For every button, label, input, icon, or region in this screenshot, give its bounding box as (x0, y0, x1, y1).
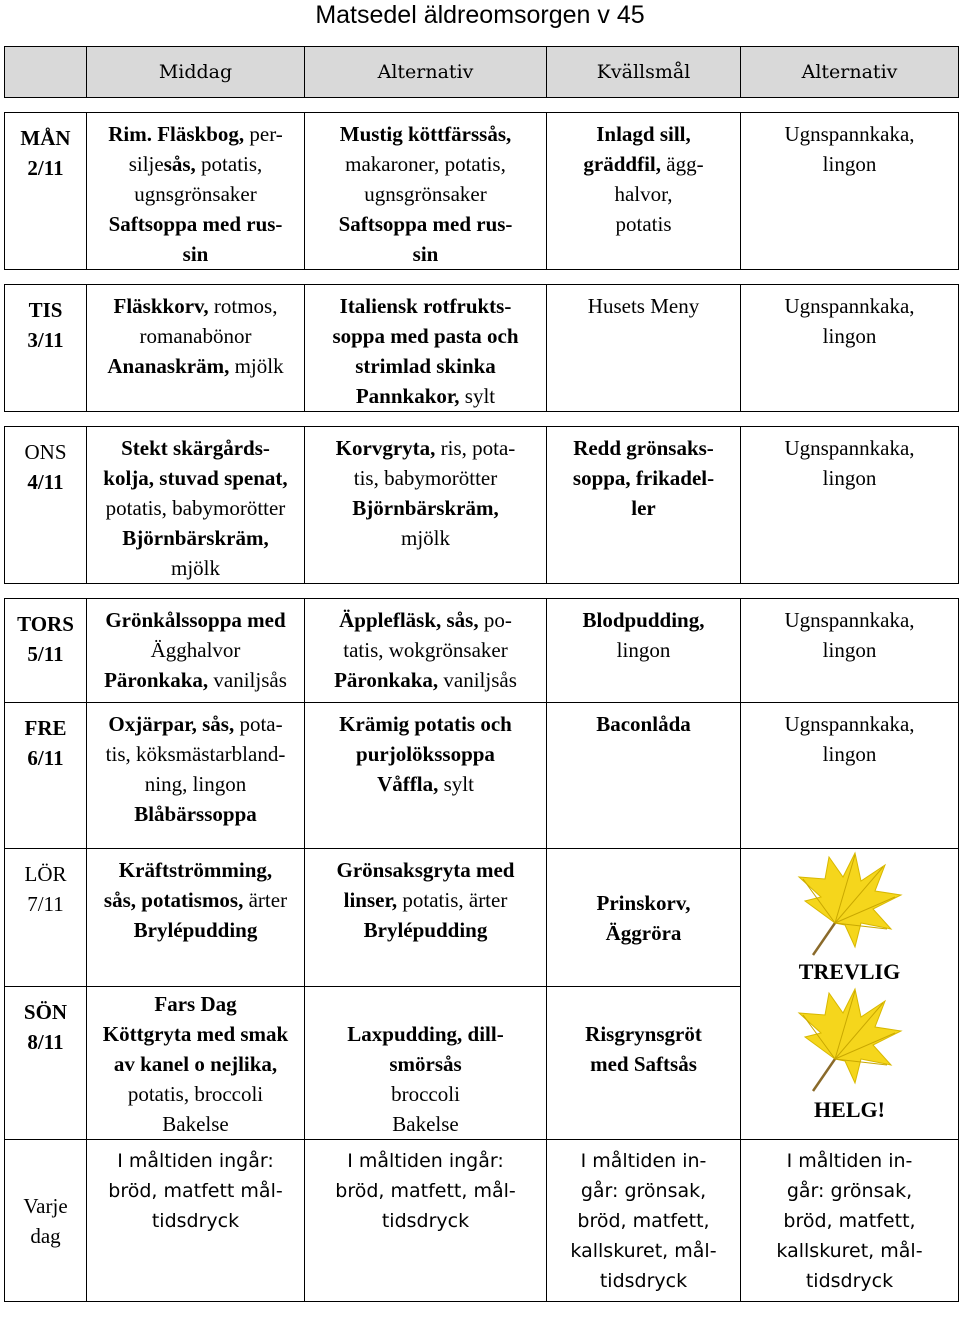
middag-cell: Fars Dag Köttgryta med smak av kanel o nejlika, potatis, broccoli Bakelse (87, 987, 305, 1140)
alternativ-cell: Äpplefläsk, sås, po- tatis, wokgrönsaker Päronkaka, vaniljsås (305, 599, 547, 703)
alternativ-kvall-cell: Ugnspannkaka, lingon (741, 427, 959, 584)
kvallsmal-cell: Prinskorv, Äggröra (547, 849, 741, 987)
kvallsmal-cell: Baconlåda (547, 703, 741, 849)
kvallsmal-cell: Blodpudding, lingon (547, 599, 741, 703)
menu-table (4, 46, 959, 1302)
day-cell: FRE 6/11 (5, 703, 87, 849)
alternativ-cell: Italiensk rotfrukts- soppa med pasta och strimlad skinka Pannkakor, sylt (305, 285, 547, 412)
row-friday (5, 703, 959, 849)
row-thursday (5, 599, 959, 703)
alternativ-kvall-cell: Ugnspannkaka, lingon (741, 703, 959, 849)
yellow-maple-leaf-icon (795, 987, 905, 1095)
row-monday (5, 113, 959, 270)
kvallsmal-cell: Inlagd sill, gräddfil, ägg- halvor, potatis (547, 113, 741, 270)
alternativ-cell: I måltiden ingår: bröd, matfett, mål- tidsdryck (305, 1140, 547, 1302)
day-cell: LÖR 7/11 (5, 849, 87, 987)
row-wednesday (5, 427, 959, 584)
header-alternativ-2: Alternativ (741, 47, 959, 98)
weekend-text-1: TREVLIG (798, 959, 901, 984)
weekend-cell (741, 849, 959, 1140)
alternativ-cell: Mustig köttfärssås, makaroner, potatis, ugnsgrönsaker Saftsoppa med rus- sin (305, 113, 547, 270)
yellow-maple-leaf-icon (795, 851, 905, 959)
page-title: Matsedel äldreomsorgen v 45 (315, 1, 645, 29)
row-tuesday (5, 285, 959, 412)
header-alternativ-1: Alternativ (305, 47, 547, 98)
alternativ-kvall-cell: Ugnspannkaka, lingon (741, 285, 959, 412)
middag-cell: Grönkålssoppa med Ägghalvor Päronkaka, vaniljsås (87, 599, 305, 703)
middag-cell: Kräftströmming, sås, potatismos, ärter Brylépudding (87, 849, 305, 987)
middag-cell: Stekt skärgårds- kolja, stuvad spenat, potatis, babymorötter Björnbärskräm, mjölk (87, 427, 305, 584)
middag-cell: Rim. Fläskbog, per- siljesås, potatis, ugnsgrönsaker Saftsoppa med rus- sin (87, 113, 305, 270)
day-cell: TORS 5/11 (5, 599, 87, 703)
day-cell: SÖN 8/11 (5, 987, 87, 1140)
kvallsmal-cell: I måltiden in- går: grönsak, bröd, matfett, kallskuret, mål- tidsdryck (547, 1140, 741, 1302)
middag-cell: Oxjärpar, sås, pota- tis, köksmästarbland- ning, lingon Blåbärssoppa (87, 703, 305, 849)
row-saturday (5, 849, 959, 987)
middag-cell: Fläskkorv, rotmos, romanabönor Ananaskräm, mjölk (87, 285, 305, 412)
alternativ-kvall-cell: Ugnspannkaka, lingon (741, 113, 959, 270)
header-middag: Middag (87, 47, 305, 98)
header-blank (5, 47, 87, 98)
row-every-day (5, 1140, 959, 1302)
kvallsmal-cell: Husets Meny (547, 285, 741, 412)
alternativ-cell: Korvgryta, ris, pota- tis, babymorötter Björnbärskräm, mjölk (305, 427, 547, 584)
day-cell: MÅN 2/11 (5, 113, 87, 270)
kvallsmal-cell: Risgrynsgröt med Saftsås (547, 987, 741, 1140)
middag-cell: I måltiden ingår: bröd, matfett mål- tidsdryck (87, 1140, 305, 1302)
day-cell: Varje dag (5, 1140, 87, 1302)
alternativ-cell: Grönsaksgryta med linser, potatis, ärter Brylépudding (305, 849, 547, 987)
alternativ-kvall-cell: I måltiden in- går: grönsak, bröd, matfett, kallskuret, mål- tidsdryck (741, 1140, 959, 1302)
alternativ-cell: Laxpudding, dill- smörsås broccoli Bakelse (305, 987, 547, 1140)
header-kvallsmal: Kvällsmål (547, 47, 741, 98)
weekend-text-2: HELG! (814, 1097, 885, 1122)
kvallsmal-cell: Redd grönsaks- soppa, frikadel- ler (547, 427, 741, 584)
day-cell: TIS 3/11 (5, 285, 87, 412)
header-row (5, 47, 959, 98)
day-cell: ONS 4/11 (5, 427, 87, 584)
alternativ-kvall-cell: Ugnspannkaka, lingon (741, 599, 959, 703)
alternativ-cell: Krämig potatis och purjolökssoppa Våffla, sylt (305, 703, 547, 849)
